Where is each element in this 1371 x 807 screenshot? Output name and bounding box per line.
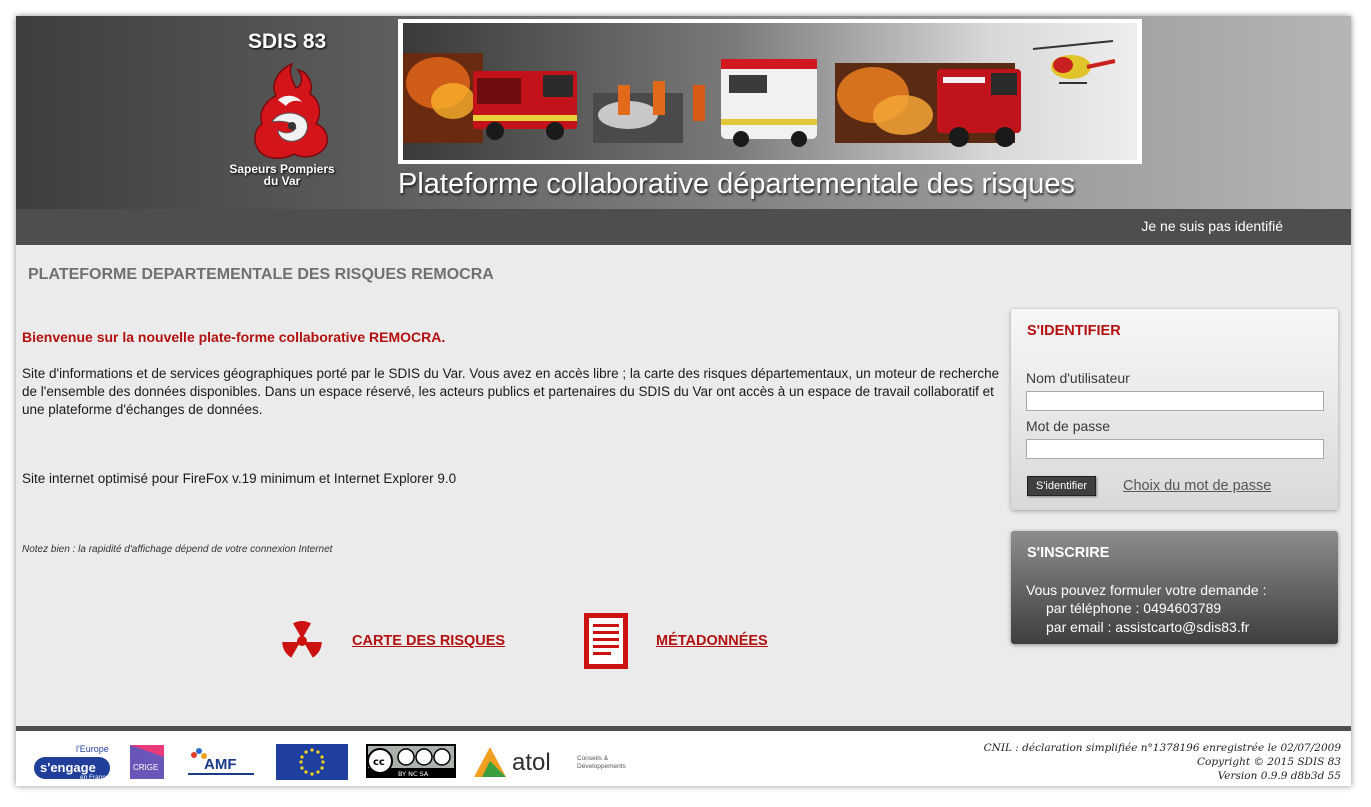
brand-subtitle (222, 163, 342, 187)
user-bar (16, 209, 1351, 245)
atol-text: atol (512, 749, 551, 776)
banner-photo-collage (403, 23, 1137, 160)
register-intro: Vous pouvez formuler votre demande : (1026, 582, 1267, 598)
document-list-icon (578, 611, 634, 671)
brand-subtitle-line2: du Var (263, 174, 301, 188)
register-panel (1011, 531, 1338, 644)
metadata-label[interactable]: MÉTADONNÉES (656, 633, 768, 649)
choose-password-link[interactable]: Choix du mot de passe (1123, 478, 1272, 494)
atol-logo-graphic (472, 741, 632, 781)
copyright: Copyright © 2015 SDIS 83 (1197, 756, 1341, 768)
cc-license-icon (366, 744, 456, 778)
metadata-link[interactable] (578, 611, 768, 671)
password-label: Mot de passe (1026, 418, 1111, 434)
browser-note: Site internet optimisé pour FireFox v.19 minimum et Internet Explorer 9.0 (22, 471, 457, 486)
page (16, 16, 1351, 786)
europe-bottom-text: en France (80, 774, 110, 781)
speed-note: Notez bien : la rapidité d'affichage dépend de votre connexion Internet (22, 544, 333, 555)
login-panel (1011, 309, 1338, 510)
salamander-logo[interactable] (248, 60, 330, 162)
amf-text: AMF (204, 756, 237, 773)
header (16, 16, 1351, 209)
creative-commons-badge[interactable] (366, 744, 456, 778)
register-heading: S'INSCRIRE (1027, 545, 1110, 561)
user-status: Je ne suis pas identifié (1141, 218, 1283, 234)
welcome-heading: Bienvenue sur la nouvelle plate-forme collaborative REMOCRA. (22, 329, 446, 345)
atol-logo[interactable] (472, 741, 632, 781)
cc-labels-text: BY NC SA (398, 770, 429, 778)
crige-logo-graphic (130, 743, 164, 781)
eu-stars-icon (276, 744, 348, 780)
register-phone: par téléphone : 0494603789 (1046, 600, 1222, 616)
version: Version 0.9.9 d8b3d 55 (1217, 770, 1341, 782)
header-banner (398, 19, 1142, 164)
username-input[interactable] (1026, 391, 1324, 411)
site-title: Plateforme collaborative départementale des risques (398, 168, 1076, 200)
europe-logo-graphic (32, 743, 112, 781)
username-label: Nom d'utilisateur (1026, 370, 1130, 386)
cnil-notice: CNIL : déclaration simplifiée n°1378196 enregistrée le 02/07/2009 (983, 742, 1341, 754)
site-description: Site d'informations et de services géographiques porté par le SDIS du Var. Vous avez en accès libre ; la carte des risques départementaux, un moteur de recherche de l'ensemble des données disponibles. Dans un espace réservé, les acteurs publics et partenaires du SDIS du Var ont accès à un espace de travail collaboratif et une plateforme d'échanges de données. (22, 366, 1000, 417)
risk-map-label[interactable]: CARTE DES RISQUES (352, 633, 506, 649)
crige-logo[interactable] (130, 743, 164, 781)
eu-flag[interactable] (276, 744, 348, 780)
risk-map-link[interactable] (274, 611, 505, 671)
page-title: PLATEFORME DEPARTEMENTALE DES RISQUES REMOCRA (28, 266, 494, 283)
crige-text: CRIGE (133, 763, 159, 772)
brand-subtitle-line1: Sapeurs Pompiers (229, 162, 335, 176)
radiation-icon (274, 613, 330, 669)
europe-top-text: l'Europe (76, 744, 109, 754)
footer (16, 731, 1351, 786)
login-heading: S'IDENTIFIER (1027, 323, 1121, 339)
atol-tagline-1: Conseils & (577, 755, 609, 762)
europe-logo[interactable] (32, 743, 112, 781)
svg-text:cc: cc (373, 757, 385, 768)
europe-main-text: s'engage (40, 760, 96, 775)
register-email: par email : assistcarto@sdis83.fr (1046, 619, 1250, 635)
amf-logo-graphic (186, 745, 260, 779)
atol-tagline-2: Développements (577, 763, 626, 770)
banner-illustration (403, 23, 1137, 160)
brand-title: SDIS 83 (248, 30, 327, 53)
amf-logo[interactable] (186, 745, 260, 779)
password-input[interactable] (1026, 439, 1324, 459)
footer-legal (984, 741, 1341, 783)
login-button[interactable]: S'identifier (1027, 476, 1096, 496)
